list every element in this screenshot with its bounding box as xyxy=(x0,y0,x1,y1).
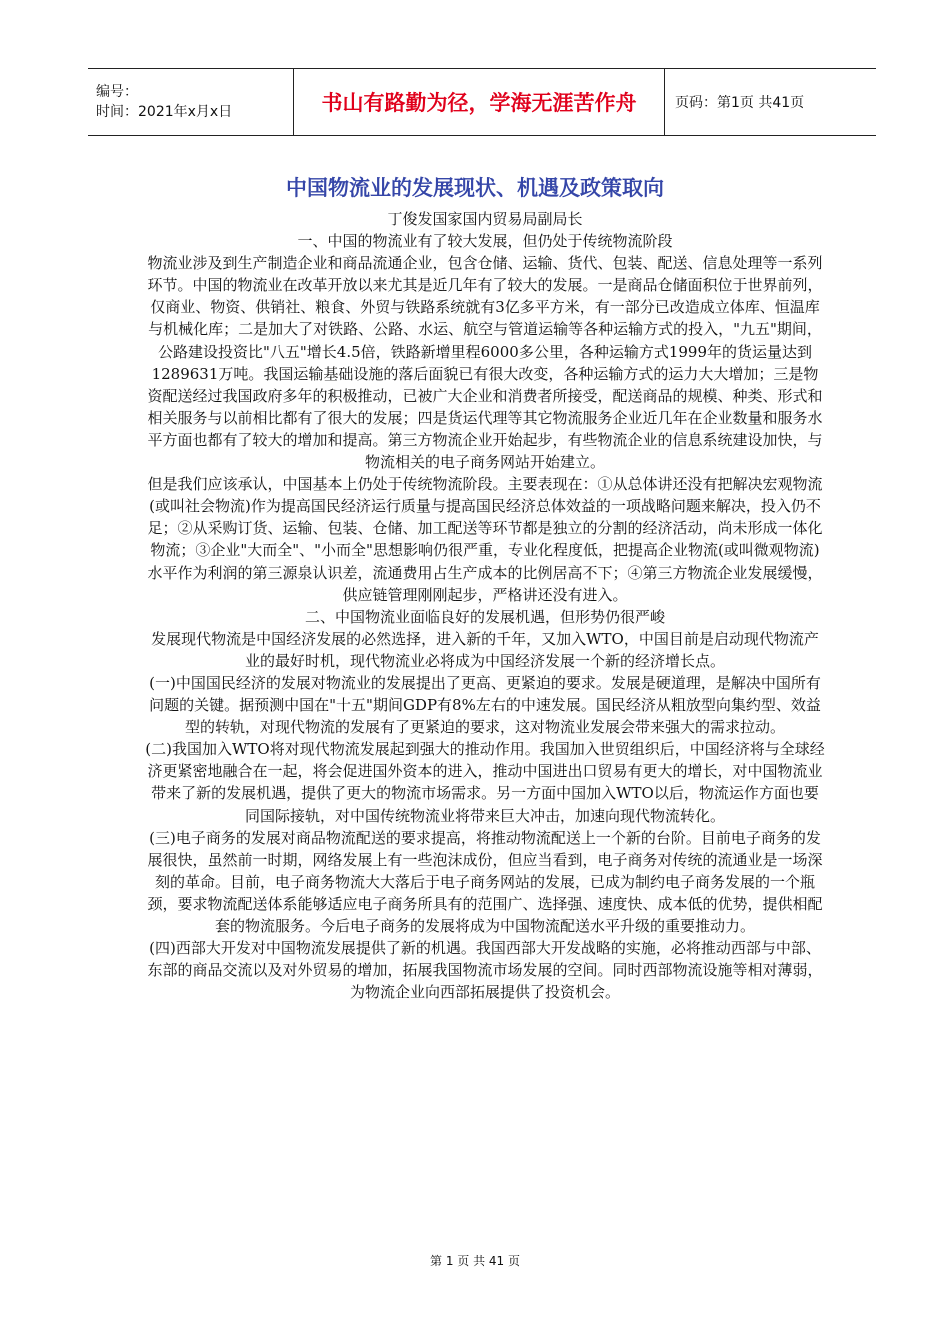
author-line: 丁俊发国家国内贸易局副局长 xyxy=(387,210,583,228)
paragraph-7: (四)西部大开发对中国物流发展提供了新的机遇。我国西部大开发战略的实施，必将推动西部与中部、东部的商品交流以及对外贸易的增加，拓展我国物流市场发展的空间。同时西部物流设施等相对薄弱，为物流企业向西部拓展提供了投资机会。 xyxy=(147,939,823,1002)
section-heading-1: 一、中国的物流业有了较大发展，但仍处于传统物流阶段 xyxy=(297,232,673,251)
page-footer: 第 1 页 共 41 页 xyxy=(430,1254,520,1268)
section-heading-2: 二、中国物流业面临良好的发展机遇，但形势仍很严峻 xyxy=(304,607,665,626)
document-body xyxy=(145,208,825,1003)
header-page-info: 页码：第1页 共41页 xyxy=(665,69,877,136)
document-title: 中国物流业的发展现状、机遇及政策取向 xyxy=(286,176,664,200)
paragraph-4: (一)中国国民经济的发展对物流业的发展提出了更高、更紧迫的要求。发展是硬道理，是解决中国所有问题的关键。据预测中国在"十五"期间GDP有8%左右的中速发展。国民经济从粗放型向集约型、效益型的转轨，对现代物流的发展有了更紧迫的要求，这对物流业发展会带来强大的需求拉动。 xyxy=(149,673,821,737)
header-motto: 书山有路勤为径，学海无涯苦作舟 xyxy=(294,69,665,136)
document-number-label: 编号： xyxy=(96,84,138,100)
paragraph-6: (三)电子商务的发展对商品物流配送的要求提高，将推动物流配送上一个新的台阶。目前电子商务的发展很快，虽然前一时期，网络发展上有一些泡沫成份，但应当看到，电子商务对传统的流通业是一场深刻的革命。目前，电子商务物流大大落后于电子商务网站的发展，已成为制约电子商务发展的一个瓶颈，要求物流配送体系能够适应电子商务所具有的范围广、选择强、速度快、成本低的优势，提供相配套的物流服务。今后电子商务的发展将成为中国物流配送水平升级的重要推动力。 xyxy=(147,828,823,935)
paragraph-2: 但是我们应该承认，中国基本上仍处于传统物流阶段。主要表现在：①从总体讲还没有把解决宏观物流(或叫社会物流)作为提高国民经济运行质量与提高国民经济总体效益的一项战略问题来解决，投入仍不足；②从采购订货、运输、包装、仓储、加工配送等环节都是独立的分割的经济活动，尚未形成一体化物流；③企业"大而全"、"小而全"思想影响仍很严重，专业化程度低，把提高企业物流(或叫微观物流)水平作为利润的第三源泉认识差，流通费用占生产成本的比例居高不下；④第三方物流企业发展缓慢，供应链管理刚刚起步，严格讲还没有进入。 xyxy=(147,475,823,604)
paragraph-3: 发展现代物流是中国经济发展的必然选择，进入新的千年，又加入WTO，中国目前是启动现代物流产业的最好时机，现代物流业必将成为中国经济发展一个新的经济增长点。 xyxy=(151,629,819,670)
document-header xyxy=(88,68,876,136)
paragraph-5: (二)我国加入WTO将对现代物流发展起到强大的推动作用。我国加入世贸组织后，中国经济将与全球经济更紧密地融合在一起，将会促进国外资本的进入，推动中国进出口贸易有更大的增长，对中国物流业带来了新的发展机遇，提供了更大的物流市场需求。另一方面中国加入WTO以后，物流运作方面也要同国际接轨，对中国传统物流业将带来巨大冲击，加速向现代物流转化。 xyxy=(145,740,825,825)
header-meta xyxy=(88,69,294,136)
document-date: 时间：2021年x月x日 xyxy=(96,104,233,120)
paragraph-1: 物流业涉及到生产制造企业和商品流通企业，包含仓储、运输、货代、包装、配送、信息处理等一系列环节。中国的物流业在改革开放以来尤其是近几年有了较大的发展。一是商品仓储面积位于世界前列，仅商业、物资、供销社、粮食、外贸与铁路系统就有3亿多平方米，有一部分已改造成立体库、恒温库与机械化库；二是加大了对铁路、公路、水运、航空与管道运输等各种运输方式的投入，"九五"期间，公路建设投资比"八五"增长4.5倍，铁路新增里程6000多公里，各种运输方式1999年的货运量达到1289631万吨。我国运输基础设施的落后面貌已有很大改变，各种运输方式的运力大大增加；三是物资配送经过我国政府多年的积极推动，已被广大企业和消费者所接受，配送商品的规模、种类、形式和相关服务与以前相比都有了很大的发展；四是货运代理等其它物流服务企业近几年在企业数量和服务水平方面也都有了较大的增加和提高。第三方物流企业开始起步，有些物流企业的信息系统建设加快，与物流相关的电子商务网站开始建立。 xyxy=(147,254,823,472)
